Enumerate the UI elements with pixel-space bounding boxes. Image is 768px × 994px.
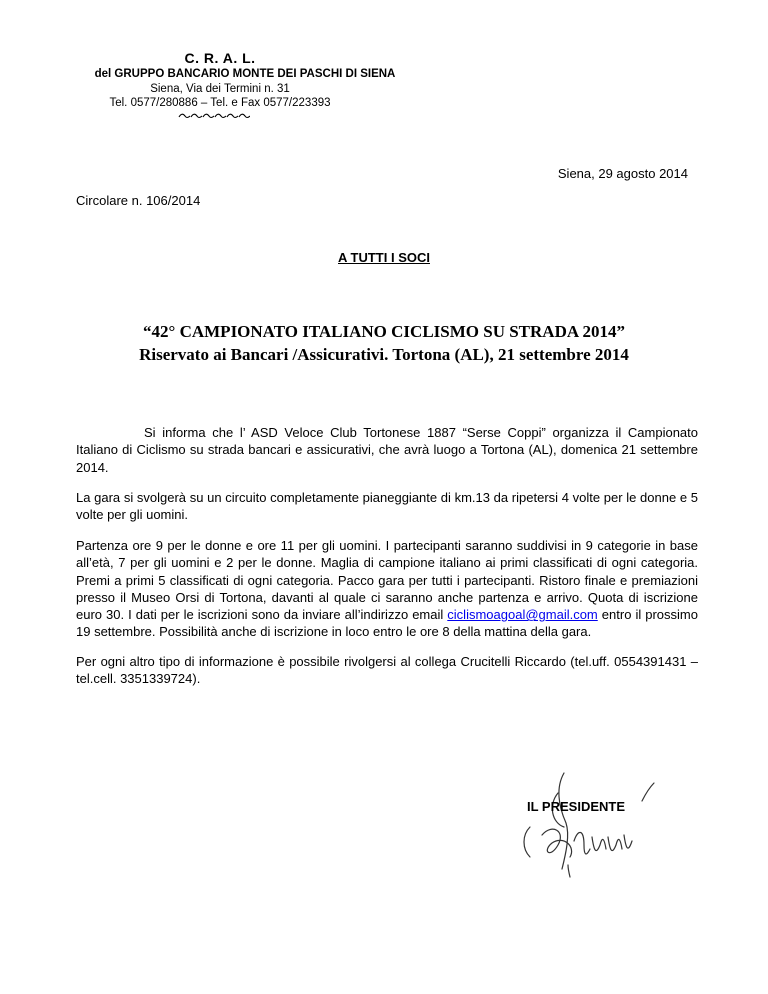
letter-date: Siena, 29 agosto 2014 <box>557 166 688 181</box>
org-phone: Tel. 0577/280886 – Tel. e Fax 0577/223393 <box>109 97 331 109</box>
header-ornament-icon <box>178 111 250 121</box>
addressee: A TUTTI I SOCI <box>338 250 430 265</box>
paragraph-details-tail: entro il prossimo 19 settembre. Possibilità anche di iscrizione in loco entro le ore 8 della mattina della gara. <box>76 607 698 640</box>
circular-number: Circolare n. 106/2014 <box>76 193 201 208</box>
org-title: C. R. A. L. <box>184 50 256 66</box>
paragraph-details <box>76 537 698 641</box>
subject-subtitle: Riservato ai Bancari /Assicurativi. Tortona (AL), 21 settembre 2014 <box>139 345 629 364</box>
handwritten-signature <box>512 765 667 880</box>
paragraph-intro <box>76 424 698 476</box>
org-group: del GRUPPO BANCARIO MONTE DEI PASCHI DI SIENA <box>94 68 396 80</box>
paragraph-intro-text: Si informa che l’ ASD Veloce Club Tortonese 1887 “Serse Coppi” organizza il Campionato Italiano di Ciclismo su strada bancari e assicurativi, che avrà luogo a Tortona (AL), domenica 21 settembre 2014. <box>76 425 698 475</box>
paragraph-contact: Per ogni altro tipo di informazione è possibile rivolgersi al collega Crucitelli Riccardo (tel.uff. 0554391431 – tel.cell. 3351339724). <box>76 654 698 687</box>
signature-label: IL PRESIDENTE <box>527 799 626 814</box>
paragraph-circuit: La gara si svolgerà su un circuito completamente pianeggiante di km.13 da ripetersi 4 volte per le donne e 5 volte per gli uomini. <box>76 490 698 523</box>
org-address: Siena, Via dei Termini n. 31 <box>150 83 290 95</box>
email-link[interactable]: ciclismoagoal@gmail.com <box>447 607 598 623</box>
subject-title: “42° CAMPIONATO ITALIANO CICLISMO SU STRADA 2014” <box>143 322 625 341</box>
paragraph-details-text: Partenza ore 9 per le donne e ore 11 per gli uomini. I partecipanti saranno suddivisi in 9 categorie in base all’età, 7 per gli uomini e 2 per le donne. Maglia di campione italiano ai primi classificati di ogni categoria. Premi a primi 5 classificati di ogni categoria. Pacco gara per tutti i partecipanti. Ristoro finale e premiazioni presso il Museo Orsi di Tortona, davanti al quale ci saranno anche partenza e arrivo. Quota di iscrizione euro 30. I dati per le iscrizioni sono da inviare all’indirizzo email <box>76 538 698 623</box>
